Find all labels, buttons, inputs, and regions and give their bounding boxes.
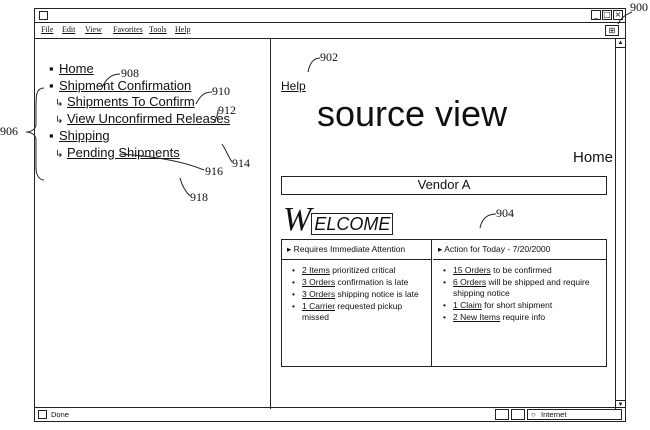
nav-view-unconfirmed-link[interactable]: View Unconfirmed Releases bbox=[67, 111, 231, 126]
action-panel-header[interactable] bbox=[433, 240, 607, 260]
action-item-text: for short shipment bbox=[481, 300, 553, 310]
attention-item bbox=[302, 277, 425, 288]
ref-912: 912 bbox=[218, 103, 236, 117]
nav-shipping[interactable] bbox=[49, 128, 110, 143]
scroll-down-icon[interactable]: ▼ bbox=[617, 402, 624, 408]
ref-914: 914 bbox=[232, 156, 250, 170]
attention-item-link[interactable]: 3 Orders bbox=[302, 289, 336, 299]
action-panel bbox=[433, 240, 607, 366]
help-link[interactable]: Help bbox=[281, 79, 306, 93]
nav-shipping-link[interactable]: Shipping bbox=[59, 128, 110, 143]
nav-pending-shipments-link[interactable]: Pending Shipments bbox=[67, 145, 180, 160]
attention-panel-header[interactable] bbox=[282, 240, 431, 260]
status-segment bbox=[495, 409, 509, 420]
app-icon bbox=[39, 11, 48, 20]
ref-910: 910 bbox=[212, 84, 230, 98]
status-text: Done bbox=[51, 410, 69, 419]
ref-900: 900 bbox=[630, 0, 648, 14]
action-item bbox=[453, 265, 601, 276]
action-date-value: 7/20/2000 bbox=[512, 244, 551, 254]
action-item bbox=[453, 277, 601, 299]
zone-segment bbox=[527, 409, 622, 420]
menu-help[interactable]: Help bbox=[175, 25, 191, 34]
content-pane bbox=[273, 39, 615, 409]
sub-arrow-icon: ↳ bbox=[55, 98, 64, 109]
navigation-pane bbox=[35, 39, 271, 409]
nav-home-link[interactable]: Home bbox=[59, 61, 94, 76]
zone-label: Internet bbox=[541, 410, 567, 419]
action-item bbox=[453, 300, 601, 311]
action-date: - 7/20/2000 bbox=[507, 244, 551, 254]
dashboard-panels bbox=[281, 239, 607, 367]
attention-panel-title: Requires Immediate Attention bbox=[293, 244, 406, 254]
bullet-icon: ▪ bbox=[49, 61, 54, 76]
attention-item bbox=[302, 289, 425, 300]
action-item bbox=[453, 312, 601, 323]
menu-view[interactable]: View bbox=[85, 25, 102, 34]
action-list bbox=[433, 260, 607, 323]
menu-edit[interactable]: Edit bbox=[62, 25, 76, 34]
vendor-bar: Vendor A bbox=[281, 176, 607, 195]
welcome-banner bbox=[283, 201, 393, 239]
attention-item-link[interactable]: 2 Items bbox=[302, 265, 330, 275]
globe-icon: ○ bbox=[531, 410, 536, 419]
action-item-link[interactable]: 1 Claim bbox=[453, 300, 482, 310]
nav-pending-shipments[interactable] bbox=[55, 145, 180, 160]
expand-arrow-icon: ▸ bbox=[438, 244, 443, 254]
action-item-link[interactable]: 15 Orders bbox=[453, 265, 491, 275]
sub-arrow-icon: ↳ bbox=[55, 115, 64, 126]
ref-906: 906 bbox=[0, 124, 18, 138]
attention-list bbox=[282, 260, 431, 323]
menu-tools[interactable]: Tools bbox=[149, 25, 167, 34]
menu-file[interactable]: File bbox=[41, 25, 54, 34]
bullet-icon: ▪ bbox=[49, 78, 54, 93]
attention-item bbox=[302, 265, 425, 276]
bullet-icon: ▪ bbox=[49, 128, 54, 143]
nav-shipments-to-confirm[interactable] bbox=[55, 94, 195, 109]
page-title: source view bbox=[317, 93, 508, 134]
expand-arrow-icon: ▸ bbox=[287, 244, 292, 254]
attention-item-text: prioritized critical bbox=[329, 265, 396, 275]
windows-logo-icon: ⊞ bbox=[605, 25, 619, 36]
action-panel-title: Action for Today bbox=[444, 244, 505, 254]
nav-shipments-to-confirm-link[interactable]: Shipments To Confirm bbox=[67, 94, 195, 109]
attention-item-link[interactable]: 1 Carrier bbox=[302, 301, 336, 311]
lock-icon bbox=[511, 409, 525, 420]
action-item-link[interactable]: 6 Orders bbox=[453, 277, 487, 287]
welcome-initial: W bbox=[283, 201, 312, 238]
ref-916: 916 bbox=[205, 164, 223, 178]
menu-favorites[interactable]: Favorites bbox=[113, 25, 143, 34]
status-bar bbox=[35, 407, 625, 421]
action-item-text: will be shipped and require shipping notice bbox=[453, 277, 590, 298]
ref-908: 908 bbox=[121, 66, 139, 80]
attention-item-text: shipping notice is late bbox=[335, 289, 419, 299]
vertical-scrollbar[interactable] bbox=[615, 39, 625, 409]
attention-item-text: confirmation is late bbox=[335, 277, 409, 287]
sub-arrow-icon: ↳ bbox=[55, 149, 64, 160]
nav-shipment-confirmation-link[interactable]: Shipment Confirmation bbox=[59, 78, 192, 93]
attention-item-link[interactable]: 3 Orders bbox=[302, 277, 336, 287]
action-item-text: to be confirmed bbox=[490, 265, 552, 275]
action-item-link[interactable]: 2 New Items bbox=[453, 312, 501, 322]
welcome-text: ELCOME bbox=[311, 213, 393, 235]
attention-item-text: requested pickup missed bbox=[302, 301, 403, 322]
nav-home[interactable] bbox=[49, 61, 94, 76]
nav-view-unconfirmed[interactable] bbox=[55, 111, 230, 126]
page-status-icon bbox=[38, 410, 47, 419]
ref-902: 902 bbox=[320, 50, 338, 64]
home-heading: Home bbox=[572, 149, 613, 166]
ref-918: 918 bbox=[190, 190, 208, 204]
ref-904: 904 bbox=[496, 206, 514, 220]
scroll-up-icon[interactable]: ▲ bbox=[617, 40, 624, 46]
attention-panel bbox=[282, 240, 432, 366]
attention-item bbox=[302, 301, 425, 323]
minimize-button[interactable]: _ bbox=[591, 10, 601, 20]
window-controls bbox=[591, 10, 623, 20]
action-item-text: require info bbox=[500, 312, 546, 322]
title-bar bbox=[35, 9, 625, 23]
maximize-button[interactable]: □ bbox=[603, 10, 611, 19]
close-button[interactable]: × bbox=[614, 10, 622, 19]
menu-bar bbox=[35, 23, 625, 39]
